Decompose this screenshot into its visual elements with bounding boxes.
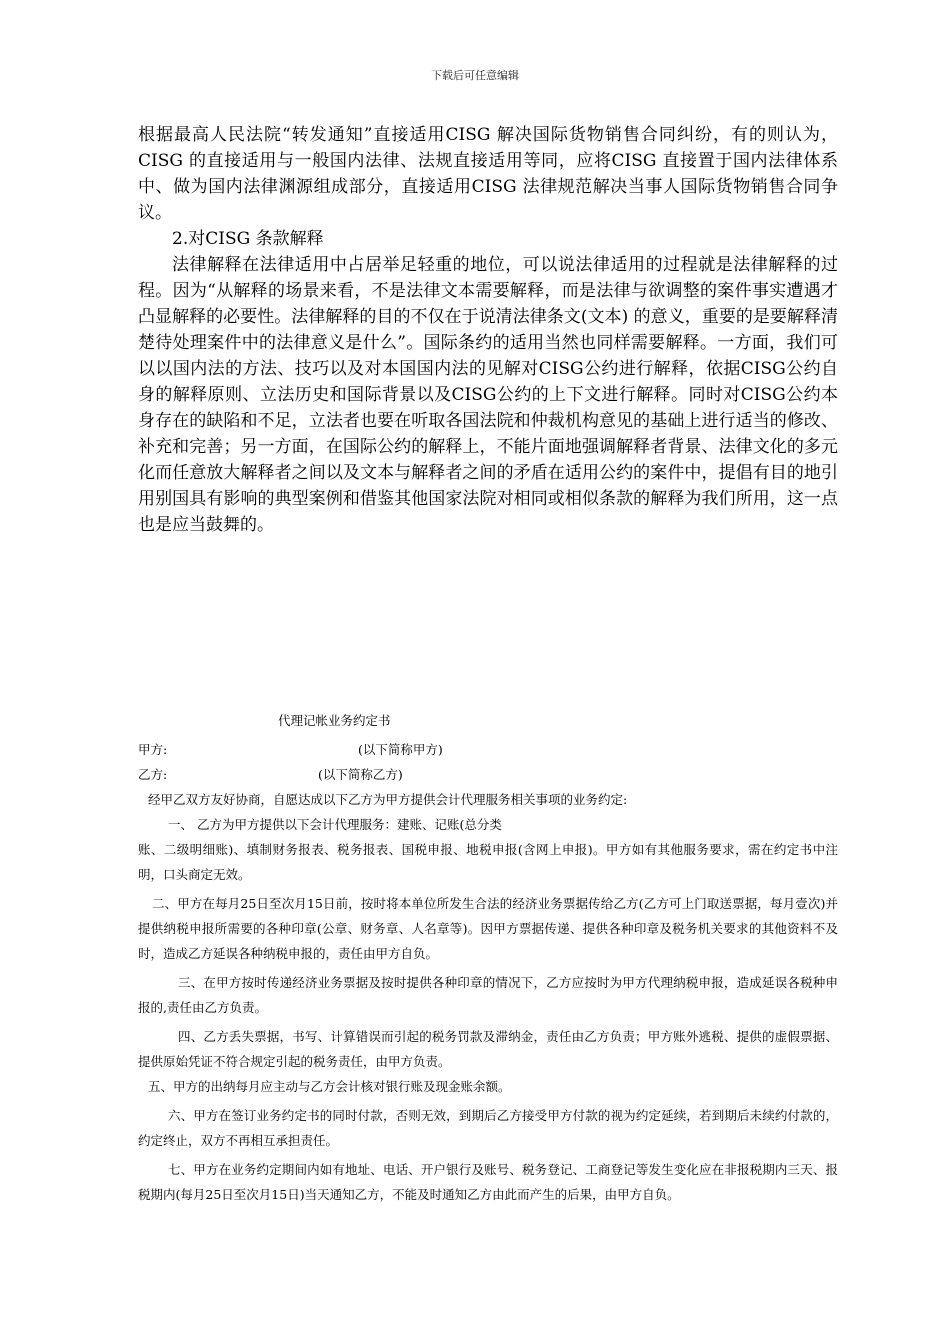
contract-item-7: 七、甲方在业务约定期间内如有地址、电话、开户银行及账号、税务登记、工商登记等发生变化应在非报税期内三天、报税期内(每月25日至次月15日)当天通知乙方，不能及时通知乙方由此而产生的后果，由甲方自负。 — [138, 1162, 838, 1202]
contract-title: 代理记帐业务约定书 — [278, 713, 391, 728]
party-a-label: 甲方: — [138, 742, 168, 757]
contract-intro: 经甲乙双方友好协商，自愿达成以下乙方为甲方提供会计代理服务相关事项的业务约定: — [148, 792, 628, 807]
party-b-line — [138, 762, 838, 787]
party-b-label: 乙方: — [138, 767, 168, 782]
essay-section — [138, 122, 838, 538]
contract-item-6: 六、甲方在签订业务约定书的同时付款，否则无效，到期后乙方接受甲方付款的视为约定延续，若到期后未续约付款的，约定终止，双方不再相互承担责任。 — [138, 1108, 838, 1148]
contract-item-5: 五、甲方的出纳每月应主动与乙方会计核对银行账及现金账余额。 — [148, 1079, 511, 1094]
header-note: 下载后可任意编辑 — [431, 69, 519, 82]
contract-item-4: 四、乙方丢失票据，书写、计算错误而引起的税务罚款及滞纳金，责任由乙方负责；甲方账外逃税、提供的虚假票据、提供原始凭证不符合规定引起的税务责任，由甲方负责。 — [138, 1029, 838, 1069]
party-a-line — [138, 737, 838, 762]
contract-item-1-line-2: 账、二级明细账)、填制财务报表、税务报表、国税申报、地税申报(含网上申报)。甲方如有其他服务要求，需在约定书中注明，口头商定无效。 — [138, 842, 838, 882]
party-b-note: (以下简称乙方) — [318, 767, 403, 782]
essay-heading-2: 2.对CISG 条款解释 — [172, 229, 324, 249]
party-a-note: (以下简称甲方) — [358, 742, 443, 757]
contract-section — [138, 708, 838, 1207]
contract-item-3: 三、在甲方按时传递经济业务票据及按时提供各种印章的情况下，乙方应按时为甲方代理纳税申报，造成延误各税种申报的,责任由乙方负责。 — [138, 975, 838, 1015]
contract-item-1-line-1: 一、 乙方为甲方提供以下会计代理服务：建账、记账(总分类 — [168, 817, 502, 832]
contract-item-2: 二、甲方在每月25日至次月15日前，按时将本单位所发生合法的经济业务票据传给乙方(乙方可上门取送票据，每月壹次)并提供纳税申报所需要的各种印章(公章、财务章、人名章等)。因甲方票据传递、提供各种印章及税务机关要求的其他资料不及时，造成乙方延误各种纳税申报的，责任由甲方自负。 — [138, 896, 838, 961]
essay-paragraph-1: 根据最高人民法院“转发通知”直接适用CISG 解决国际货物销售合同纠纷，有的则认为，CISG 的直接适用与一般国内法律、法规直接适用等同，应将CISG 直接置于国内法律体系中、做为国内法律渊源组成部分，直接适用CISG 法律规范解决当事人国际货物销售合同争议。 — [138, 125, 838, 223]
essay-paragraph-2: 法律解释在法律适用中占居举足轻重的地位，可以说法律适用的过程就是法律解释的过程。因为“从解释的场景来看，不是法律文本需要解释，而是法律与欲调整的案件事实遭遇才凸显解释的必要性。法律解释的目的不仅在于说清法律条文(文本) 的意义，重要的是要解释清楚待处理案件中的法律意义是什么”。国际条约的适用当然也同样需要解释。一方面，我们可以以国内法的方法、技巧以及对本国国内法的见解对CISG公约进行解释，依据CISG公约自身的解释原则、立法历史和国际背景以及CISG公约的上下文进行解释。同时对CISG公约本身存在的缺陷和不足，立法者也要在听取各国法院和仲裁机构意见的基础上进行适当的修改、补充和完善；另一方面，在国际公约的解释上，不能片面地强调解释者背景、法律文化的多元化而任意放大解释者之间以及文本与解释者之间的矛盾在适用公约的案件中，提倡有目的地引用别国具有影响的典型案例和借鉴其他国家法院对相同或相似条款的解释为我们所用，这一点也是应当鼓舞的。 — [138, 255, 838, 535]
